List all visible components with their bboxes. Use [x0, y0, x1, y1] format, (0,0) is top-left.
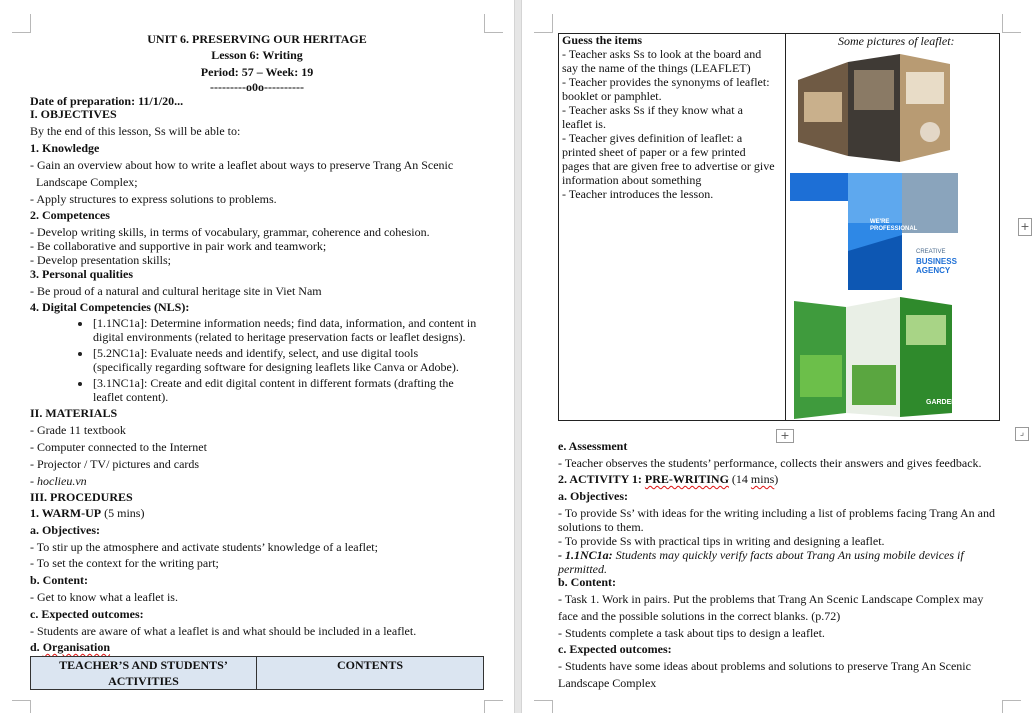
body-text: - Teacher gives definition of leaflet: a — [562, 131, 743, 145]
body-text: Landscape Complex — [558, 676, 657, 690]
body-text: [3.1NC1a]: Create and edit digital content in different formats (drafting the — [93, 376, 454, 390]
page-corner-mark — [12, 700, 31, 713]
subsection-heading: 2. Competences — [30, 208, 110, 222]
section-heading: II. MATERIALS — [30, 406, 118, 420]
table-divider — [785, 34, 786, 420]
leaflet-text: AGENCY — [916, 266, 951, 275]
activity-time-end: ) — [774, 472, 779, 486]
body-text: leaflet is. — [562, 117, 606, 131]
leaflet-text: GARDEN — [926, 399, 956, 406]
body-text: - To set the context for the writing part; — [30, 556, 219, 570]
page-corner-mark — [12, 14, 31, 33]
body-text: pages that are given free to advertise or give — [562, 159, 775, 173]
subsection-heading: b. Content: — [558, 575, 617, 589]
body-text: - Develop presentation skills; — [30, 253, 171, 267]
nls-code: - 1.1NC1a: — [558, 548, 616, 562]
body-text: - Teacher asks Ss to look at the board and — [562, 47, 762, 61]
body-text: Landscape Complex; — [36, 175, 138, 189]
body-text: leaflet content). — [93, 390, 169, 404]
activity-time-unit: mins — [750, 472, 775, 486]
subsection-heading: c. Expected outcomes: — [558, 642, 672, 656]
page-corner-mark — [484, 14, 503, 33]
body-text: - Computer connected to the Internet — [30, 440, 207, 454]
body-text: solutions to them. — [558, 520, 644, 534]
pictures-caption: Some pictures of leaflet: — [838, 34, 955, 48]
unit-title: UNIT 6. PRESERVING OUR HERITAGE — [147, 32, 367, 46]
body-text: printed sheet of paper or a few printed — [562, 145, 746, 159]
page-corner-mark — [1002, 700, 1021, 713]
activity-prefix: 2. ACTIVITY 1: — [558, 472, 645, 486]
leaflet-image-hotel — [790, 50, 956, 167]
section-heading: I. OBJECTIVES — [30, 107, 117, 121]
body-text: - Be collaborative and supportive in pair work and teamwork; — [30, 239, 327, 253]
body-text: - To provide Ss’ with ideas for the writing including a list of problems facing Trang An and — [558, 506, 995, 520]
body-text — [558, 548, 964, 562]
body-text: - Get to know what a leaflet is. — [30, 590, 178, 604]
body-text: - Students have some ideas about problems and solutions to preserve Trang An Scenic — [558, 659, 971, 673]
subsection-heading: 3. Personal qualities — [30, 267, 134, 281]
date-of-preparation: Date of preparation: 11/1/20... — [30, 94, 184, 108]
body-text: - Students complete a task about tips to design a leaflet. — [558, 626, 825, 640]
body-text: - Gain an overview about how to write a leaflet about ways to preserve Trang An Scenic — [30, 158, 454, 172]
activity-heading — [30, 506, 144, 520]
body-text: say the name of the things (LEAFLET) — [562, 61, 751, 75]
lesson-title: Lesson 6: Writing — [211, 48, 303, 62]
body-text: - Grade 11 textbook — [30, 423, 126, 437]
body-text: - Projector / TV/ pictures and cards — [30, 457, 200, 471]
body-text: - Be proud of a natural and cultural heritage site in Viet Nam — [30, 284, 322, 298]
org-prefix: d. — [30, 640, 43, 654]
intro-text: By the end of this lesson, Ss will be able to: — [30, 124, 241, 138]
page-corner-mark — [534, 700, 553, 713]
body-text: - Teacher provides the synonyms of leaflet: — [562, 75, 770, 89]
bullet-icon — [78, 322, 82, 326]
leaflet-text: CREATIVE — [916, 249, 946, 255]
body-text: face and the possible solutions in the correct blanks. (p.72) — [558, 609, 841, 623]
body-text: - Task 1. Work in pairs. Put the problems that Trang An Scenic Landscape Complex may — [558, 592, 984, 606]
page-corner-mark — [1002, 14, 1021, 33]
subsection-heading: a. Objectives: — [558, 489, 628, 503]
body-text: permitted. — [558, 562, 607, 576]
bullet-icon — [78, 382, 82, 386]
subsection-heading — [30, 640, 110, 654]
activities-table-header — [30, 656, 484, 690]
subsection-heading: 4. Digital Competencies (NLS): — [30, 300, 190, 314]
section-heading: III. PROCEDURES — [30, 490, 133, 504]
body-text: - Develop writing skills, in terms of vocabulary, grammar, coherence and cohesion. — [30, 225, 430, 239]
body-text: [1.1NC1a]: Determine information needs; find data, information, and content in — [93, 316, 477, 330]
document-page-left — [0, 0, 514, 713]
body-text: - Teacher asks Ss if they know what a — [562, 103, 743, 117]
subsection-heading: e. Assessment — [558, 439, 628, 453]
add-row-icon[interactable]: + — [776, 429, 794, 443]
leaflet-image-business — [790, 173, 958, 290]
body-text: [5.2NC1a]: Evaluate needs and identify, select, and use digital tools — [93, 346, 419, 360]
subsection-heading: a. Objectives: — [30, 523, 100, 537]
period-line: Period: 57 – Week: 19 — [200, 65, 314, 79]
page-corner-mark — [534, 14, 553, 33]
divider-line: ---------o0o---------- — [210, 80, 304, 94]
body-text: - Apply structures to express solutions to problems. — [30, 192, 277, 206]
body-text: - To stir up the atmosphere and activate students’ knowledge of a leaflet; — [30, 540, 378, 554]
body-text: - To provide Ss with practical tips in writing and designing a leaflet. — [558, 534, 885, 548]
table-header-activities-2: ACTIVITIES — [108, 674, 179, 688]
body-text: - Students are aware of what a leaflet is and what should be included in a leaflet. — [30, 624, 417, 638]
add-column-icon[interactable]: + — [1018, 218, 1032, 236]
leaflet-text: WE'RE — [870, 219, 890, 225]
activity-time: (5 mins) — [101, 506, 145, 520]
document-page-right — [522, 0, 1034, 713]
table-resize-handle-icon[interactable]: ⌟ — [1015, 427, 1029, 441]
nls-text: Students may quickly verify facts about Trang An using mobile devices if — [615, 548, 964, 562]
activity-heading — [558, 472, 778, 486]
org-label: Organisation — [42, 640, 111, 654]
body-text: booklet or pamphlet. — [562, 89, 662, 103]
body-text: - Teacher introduces the lesson. — [562, 187, 714, 201]
leaflet-image-garden — [790, 295, 956, 419]
body-text: - Teacher observes the students’ performance, collects their answers and gives feedback. — [558, 456, 982, 470]
activity-time: (14 — [728, 472, 751, 486]
table-header-activities: TEACHER’S AND STUDENTS’ — [59, 658, 228, 672]
subsection-heading: 1. Knowledge — [30, 141, 100, 155]
table-header-contents: CONTENTS — [336, 658, 404, 672]
leaflet-text: PROFESSIONAL — [870, 226, 918, 232]
body-text: digital environments (related to heritage preservation facts or leaflet designs). — [93, 330, 466, 344]
body-text: (specifically regarding software for designing leaflets like Canva or Adobe). — [93, 360, 459, 374]
activity-title: PRE-WRITING — [644, 472, 729, 486]
bullet-icon — [78, 352, 82, 356]
page-corner-mark — [484, 700, 503, 713]
guess-heading: Guess the items — [562, 33, 642, 47]
activity-title: 1. WARM-UP — [30, 506, 102, 520]
body-text: - hoclieu.vn — [30, 474, 87, 488]
leaflet-text: BUSINESS — [916, 257, 957, 266]
subsection-heading: c. Expected outcomes: — [30, 607, 144, 621]
subsection-heading: b. Content: — [30, 573, 89, 587]
body-text: information about something — [562, 173, 702, 187]
